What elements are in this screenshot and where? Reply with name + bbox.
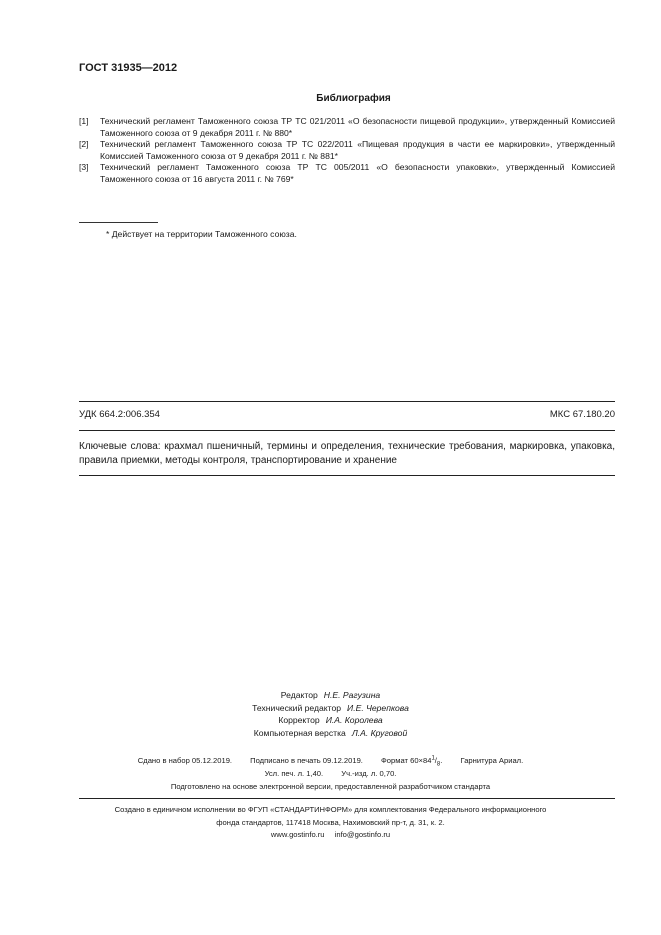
imprint-signed-date: Подписано в печать 09.12.2019. xyxy=(250,756,363,765)
credit-person: И.Е. Черепкова xyxy=(347,702,409,713)
imprint-line-1 xyxy=(0,754,661,767)
publisher-contacts xyxy=(0,829,661,842)
bibliography-item-text: Технический регламент Таможенного союза ТР ТС 005/2011 «О безопасности упаковки», утвержденный Комиссией Таможенного союза от 16 августа 2011 г. № 769* xyxy=(100,162,615,184)
bibliography-item-number: [1] xyxy=(79,116,89,126)
bibliography-list xyxy=(79,116,615,185)
publisher-line-1: Создано в единичном исполнении во ФГУП «СТАНДАРТИНФОРМ» для комплектования Федерального информационного xyxy=(114,805,547,814)
imprint-format-denominator: 8 xyxy=(436,761,441,768)
imprint-format: Формат $60\times 84^1/_8$. xyxy=(381,755,443,768)
credit-tech-editor xyxy=(0,702,661,715)
credit-role: Компьютерная верстка xyxy=(253,727,346,738)
publisher-block xyxy=(0,804,661,842)
credit-role: Редактор xyxy=(280,690,318,700)
imprint-prepared-note: Подготовлено на основе электронной версии, предоставленной разработчиком стандарта xyxy=(170,782,491,791)
bibliography-item-2 xyxy=(79,139,615,162)
credit-layout xyxy=(0,727,661,740)
credit-person: И.А. Королева xyxy=(325,715,383,725)
bibliography-title: Библиография xyxy=(316,93,391,104)
imprint-typeset-date: Сдано в набор 05.12.2019. xyxy=(137,756,233,765)
bibliography-item-3 xyxy=(79,162,615,185)
credit-person: Л.А. Круговой xyxy=(351,727,408,738)
classification-top-rule xyxy=(79,401,615,402)
imprint-pub-sheets: Уч.-изд. л. 0,70. xyxy=(341,769,397,778)
publisher-website-link[interactable]: www.gostinfo.ru xyxy=(270,830,325,839)
publisher-line-2: фонда стандартов, 117418 Москва, Нахимовский пр-т, д. 31, к. 2. xyxy=(216,817,445,827)
imprint-print-sheets: Усл. печ. л. 1,40. xyxy=(264,769,324,778)
bibliography-item-text: Технический регламент Таможенного союза ТР ТС 022/2011 «Пищевая продукция в части ее маркировки», утвержденный Комиссией Таможенного союза от 9 декабря 2011 г. № 881* xyxy=(100,139,615,161)
credit-corrector xyxy=(0,714,661,727)
credit-role: Корректор xyxy=(278,715,320,725)
imprint-font: Гарнитура Ариал. xyxy=(460,756,524,765)
bibliography-item-number: [2] xyxy=(79,139,89,149)
footnote-divider xyxy=(79,222,158,223)
credit-person: Н.Е. Рагузина xyxy=(323,690,381,700)
udk-code: УДК 664.2:006.354 xyxy=(79,409,160,420)
footnote: * Действует на территории Таможенного союза. xyxy=(106,229,297,239)
standard-code: ГОСТ 31935—2012 xyxy=(79,62,178,74)
classification-middle-rule xyxy=(79,430,615,431)
imprint-line-2 xyxy=(0,767,661,780)
keywords: Ключевые слова: крахмал пшеничный, термины и определения, технические требования, маркировка, упаковка, правила приемки, методы контроля, транспортирование и хранение xyxy=(79,441,615,466)
imprint-block xyxy=(0,754,661,793)
publisher-rule xyxy=(79,798,615,799)
credit-role: Технический редактор xyxy=(252,702,342,713)
credits-block xyxy=(0,689,661,739)
classification-bottom-rule xyxy=(79,475,615,476)
mks-code: МКС 67.180.20 xyxy=(549,409,615,420)
credit-editor xyxy=(0,689,661,702)
bibliography-item-number: [3] xyxy=(79,162,89,172)
imprint-format-prefix: Формат 60×84 xyxy=(381,756,432,765)
bibliography-item-1 xyxy=(79,116,615,139)
publisher-email-link[interactable]: info@gostinfo.ru xyxy=(334,830,391,839)
imprint-format-numerator: 1 xyxy=(431,755,435,762)
bibliography-item-text: Технический регламент Таможенного союза ТР ТС 021/2011 «О безопасности пищевой продукции», утвержденный Комиссией Таможенного союза от 9 декабря 2011 г. № 880* xyxy=(100,116,615,138)
